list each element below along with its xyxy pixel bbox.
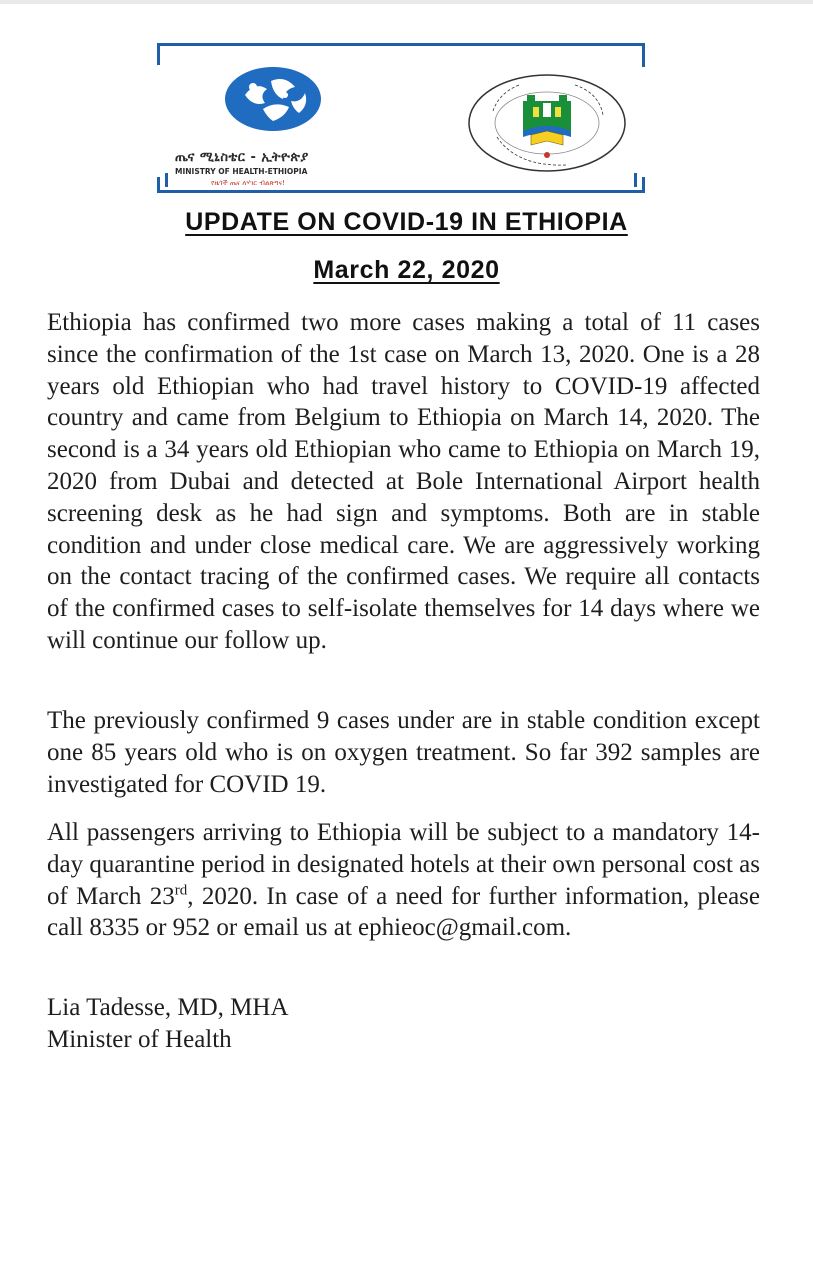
page-title: UPDATE ON COVID-19 IN ETHIOPIA (185, 208, 628, 236)
moh-english-name: MINISTRY OF HEALTH-ETHIOPIA (175, 167, 308, 176)
signature-block (47, 992, 760, 1056)
top-bar (0, 0, 813, 4)
moh-logo (175, 63, 335, 187)
signatory-name: Lia Tadesse, MD, MHA (47, 994, 289, 1021)
header-logo-box (157, 43, 645, 193)
paragraph-new-cases: Ethiopia has confirmed two more cases making a total of 11 cases since the confirmation of the 1st case on March 13, 2020. One is a 28 years old Ethiopian who had travel history to COVID-19 affected country and came from Belgium to Ethiopia on March 14, 2020. The second is a 34 years old Ethiopian who came to Ethiopia on March 19, 2020 from Dubai and detected at Bole International Airport health screening desk as he had sign and symptoms. Both are in stable condition and under close medical care. We are aggressively working on the contact tracing of the confirmed cases. We require all contacts of the confirmed cases to self-isolate themselves for 14 days where we will continue our follow up. (47, 309, 760, 654)
ordinal-suffix: rd (174, 882, 188, 899)
paragraph-quarantine (47, 817, 760, 944)
ephi-seal-icon (467, 73, 627, 173)
paragraph-previous-cases: The previously confirmed 9 cases under are in stable condition except one 85 years old who is on oxygen treatment. So far 392 samples are investigated for COVID 19. (47, 707, 760, 798)
moh-amharic-name: ጤና ሚኒስቴር - ኢትዮጵያ (175, 150, 309, 165)
moh-motto: የዜጎች ጤና ለሃገር ብልጽግና! (211, 179, 286, 187)
moh-emblem-icon (223, 65, 323, 133)
document-date: March 22, 2020 (313, 256, 500, 284)
quarantine-text-end: , 2020. In case of a need for further information, please call 8335 or 952 or email us at ephieoc@gmail.com. (47, 882, 760, 942)
signatory-role: Minister of Health (47, 1025, 232, 1053)
quarantine-text-start: All passengers arriving to Ethiopia will be subject to a mandatory 14-day quarantine period in designated hotels at their own personal cost as of March 23 (47, 819, 760, 910)
